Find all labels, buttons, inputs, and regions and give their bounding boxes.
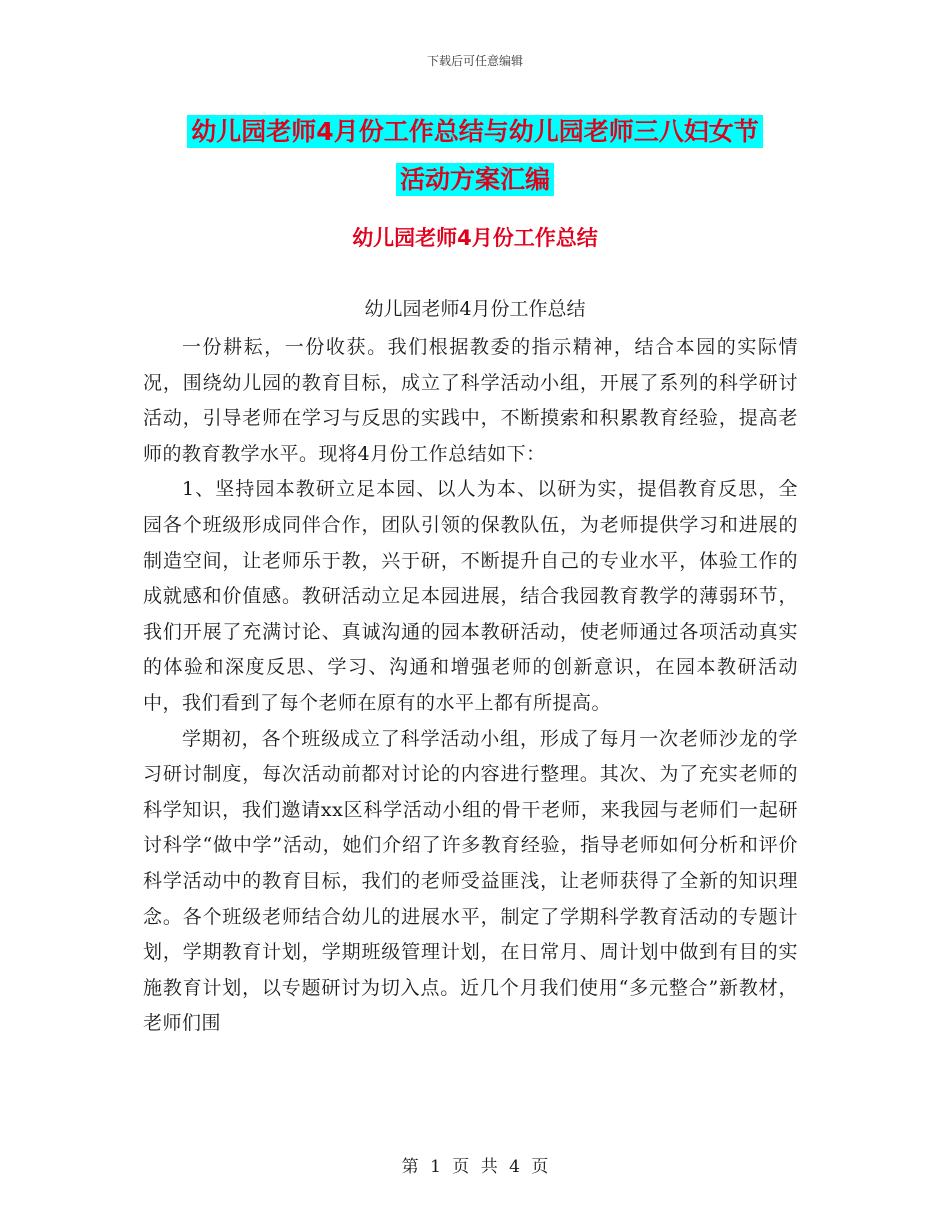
paragraph: 学期初，各个班级成立了科学活动小组，形成了每月一次老师沙龙的学习研讨制度，每次活动前都对讨论的内容进行整理。其次、为了充实老师的科学知识，我们邀请xx区科学活动小组的骨干老师，来我园与老师们一起研讨科学“做中学”活动，她们介绍了许多教育经验，指导老师如何分析和评价科学活动中的教育目标，我们的老师受益匪浅，让老师获得了全新的知识理念。各个班级老师结合幼儿的进展水平，制定了学期科学教育活动的专题计划，学期教育计划，学期班级管理计划，在日常月、周计划中做到有目的实施教育计划，以专题研讨为切入点。近几个月我们使用“多元整合”新教材，老师们围 bbox=[143, 727, 798, 1035]
document-title bbox=[0, 108, 950, 204]
document-title-line-2: 活动方案汇编 bbox=[396, 163, 554, 196]
subtitle: 幼儿园老师4月份工作总结 bbox=[364, 298, 586, 320]
page-footer: 第 1 页 共 4 页 bbox=[401, 1157, 549, 1177]
header-note: 下载后可任意编辑 bbox=[426, 54, 523, 68]
document-title-line-1: 幼儿园老师4月份工作总结与幼儿园老师三八妇女节 bbox=[187, 115, 762, 148]
paragraph: 1、坚持园本教研立足本园、以人为本、以研为实，提倡教育反思，全园各个班级形成同伴合作，团队引领的保教队伍，为老师提供学习和进展的制造空间，让老师乐于教，兴于研，不断提升自己的专业水平，体验工作的成就感和价值感。教研活动立足本园进展，结合我园教育教学的薄弱环节，我们开展了充满讨论、真诚沟通的园本教研活动，使老师通过各项活动真实的体验和深度反思、学习、沟通和增强老师的创新意识，在园本教研活动中，我们看到了每个老师在原有的水平上都有所提高。 bbox=[143, 478, 798, 714]
body-text bbox=[143, 330, 798, 1042]
paragraph: 一份耕耘，一份收获。我们根据教委的指示精神，结合本园的实际情况，围绕幼儿园的教育目标，成立了科学活动小组，开展了系列的科学研讨活动，引导老师在学习与反思的实践中，不断摸索和积累教育经验，提高老师的教育教学水平。现将4月份工作总结如下： bbox=[143, 336, 798, 465]
section-title: 幼儿园老师4月份工作总结 bbox=[352, 226, 598, 250]
